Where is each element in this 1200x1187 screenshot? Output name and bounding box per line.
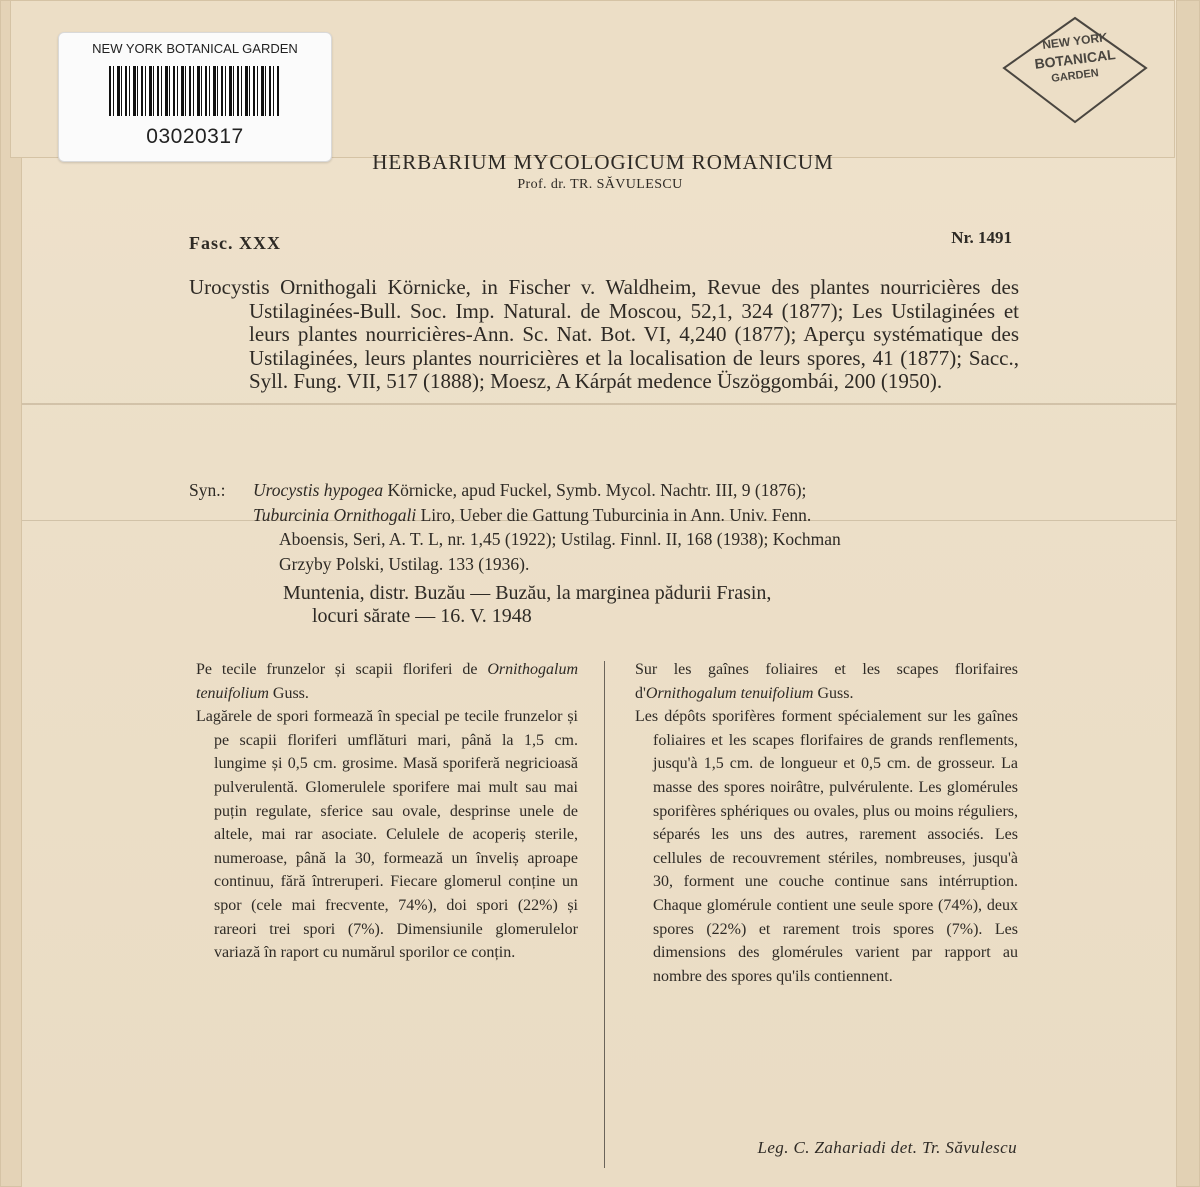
romanian-description bbox=[196, 658, 578, 965]
stamp-line-2: BOTANICAL bbox=[1033, 46, 1117, 72]
fr-host-taxon: Ornithogalum tenuifolium bbox=[645, 684, 814, 702]
fr-host-prefix: Sur les gaînes foliaires et les scapes florifaires d' bbox=[635, 661, 1018, 702]
synonym-1-taxon: Urocystis hypogea bbox=[253, 480, 384, 500]
synonyms-block bbox=[189, 478, 1019, 576]
barcode-institution: NEW YORK BOTANICAL GARDEN bbox=[92, 41, 298, 56]
fr-host-suffix: Guss. bbox=[813, 684, 854, 702]
synonym-1-text: Körnicke, apud Fuckel, Symb. Mycol. Nachtr. III, 9 (1876); bbox=[383, 480, 807, 500]
specimen-number: Nr. 1491 bbox=[951, 228, 1012, 247]
ro-host-taxon: Ornithogalum tenuifolium bbox=[196, 661, 578, 702]
locality bbox=[283, 582, 1020, 628]
synonyms-label: Syn.: bbox=[189, 480, 226, 500]
stamp-line-1: NEW YORK bbox=[1041, 30, 1109, 52]
ro-host-suffix: Guss. bbox=[268, 684, 309, 702]
citation-text: Körnicke, in Fischer v. Waldheim, Revue des plantes nourricières des Ustilaginées-Bull. Soc. Imp. Natural. de Moscou, 52,1, 324 (1877); Les Ustilaginées et leurs plantes nourricières-Ann. Sc. Nat. Bot. VI, 4,240 (1877); Aperçu systématique des Ustilaginées, leurs plantes nourricières et la localisation de leurs spores, 41 (1877); Sacc., Syll. Fung. VII, 517 (1888); Moesz, A Kárpát medence Üszöggombái, 200 (1950). bbox=[249, 275, 1019, 394]
herbarium-subtitle: Prof. dr. TR. SĂVULESCU bbox=[517, 177, 683, 192]
column-divider bbox=[604, 661, 605, 1168]
synonym-2-taxon: Tuburcinia Ornithogali bbox=[253, 504, 417, 525]
locality-line-2: locuri sărate — 16. V. 1948 bbox=[312, 605, 532, 627]
fascicle-label: Fasc. XXX bbox=[189, 233, 281, 253]
taxon-name: Urocystis Ornithogali bbox=[189, 275, 377, 299]
locality-line-1: Muntenia, distr. Buzău — Buzău, la marginea pădurii Frasin, bbox=[283, 582, 772, 604]
herbarium-title: HERBARIUM MYCOLOGICUM ROMANICUM bbox=[372, 150, 834, 174]
fr-description-text: Les dépôts sporifères forment spécialement sur les gaînes foliaires et les scapes florifaires de grands renflements, jusqu'à 1,5 cm. de longueur et 0,5 cm. de grosseur. La masse des spores noirâtre, pulvérulente. Les glomérules sporifères sphériques ou ovales, plus ou moins réguliers, séparés les uns des autres, rarement associés. Les cellules de recouvrement stériles, nombreuses, jusqu'à 30, forment une couche continue sans intérruption. Chaque glomérule contient une seule spore (74%), deux spores (22%) et rarement trois spores (7%). Les dimensions des glomérules varient par rapport au nombre des spores qu'ils contiennent. bbox=[635, 708, 1018, 985]
stamp-line-3: GARDEN bbox=[1050, 67, 1100, 85]
barcode-label bbox=[58, 32, 332, 162]
taxon-citation bbox=[189, 276, 1019, 394]
synonym-2-text: Liro, Ueber die Gattung Tuburcinia in Ann. Univ. Fenn. bbox=[416, 504, 812, 525]
barcode-number: 03020317 bbox=[146, 125, 244, 148]
fold-crease bbox=[22, 403, 1176, 405]
ro-host-prefix: Pe tecile frunzelor și scapii floriferi de bbox=[196, 661, 488, 678]
synonym-2-continued: Aboensis, Seri, A. T. L, nr. 1,45 (1922); Ustilag. Finnl. II, 168 (1938); Kochman bbox=[279, 529, 841, 550]
institution-stamp bbox=[1000, 14, 1150, 126]
french-description bbox=[635, 658, 1018, 988]
ro-description-text: Lagărele de spori formează în special pe tecile frunzelor și pe scapii floriferi umflături mari, până la 1,5 cm. lungime și 0,5 cm. grosime. Masă sporiferă negricioasă pulverulentă. Glomerulele sporifere mai mult sau mai puțin regulate, sferice sau ovale, desprinse unele de altele, mai rar asociate. Celulele de acoperiș sterile, numeroase, până la 30, formează un înveliș aproape continuu, fără întreruperi. Fiecare glomerul conține un spor (cele mai frecvente, 74%), doi spori (22%) și rareori trei spori (7%). Dimensiunile glomerulelor variază în raport cu numărul sporilor ce conțin. bbox=[196, 708, 578, 962]
barcode-icon bbox=[109, 66, 279, 116]
synonym-2-continued-2: Grzyby Polski, Ustilag. 133 (1936). bbox=[279, 553, 530, 574]
collector-determiner: Leg. C. Zahariadi det. Tr. Săvulescu bbox=[757, 1138, 1017, 1157]
